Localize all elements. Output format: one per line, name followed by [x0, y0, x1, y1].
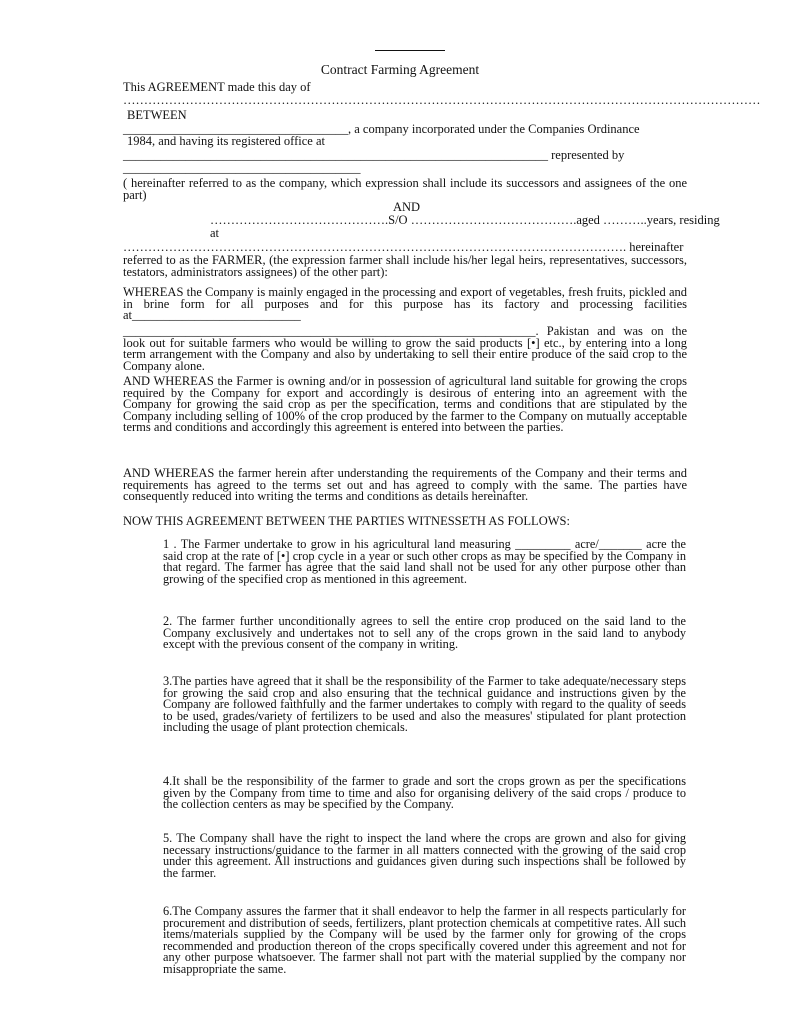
whereas-paragraph-2: AND WHEREAS the Farmer is owning and/or in possession of agricultural land suitable for growing the crops required by the Company for export and accordingly is desirous of entering into an agreement with the Company for growing the said crop as per the specification, terms and conditions that are stipulated by the Company including selling of 100% of the crop produced by the farmer to the Company on mutually acceptable terms and conditions and accordingly this agreement is entered into between the parties. [123, 374, 687, 435]
clause-4: 4.It shall be the responsibility of the farmer to grade and sort the crops grown as per the specifications given by the Company from time to time and also for organising delivery of the said crops / produce to the collection centers as may be specified by the Company. [163, 774, 686, 812]
whereas-paragraph-1: WHEREAS the Company is mainly engaged in the processing and export of vegetables, fresh fruits, pickled and in brine form for all purposes and for this purpose has its factory and processing facilities at___________________________ [123, 285, 687, 323]
company-definition: ( hereinafter referred to as the company, which expression shall include its successors and assignees of the one part) [123, 176, 687, 202]
clause-1: 1 . The Farmer undertake to grow in his agricultural land measuring _________ acre/_______ acre the said crop at the rate of [•] crop cycle in a year or such other crops as may be specified by the Company in that regard. The farmer has agree that the said land shall not be used for any other purpose other than growing of the specified crop as mentioned in this agreement. [163, 537, 686, 586]
top-rule [375, 50, 445, 51]
farmer-line-2: at [210, 226, 220, 240]
company-line-3: ____________________________________________________________________ represented by [123, 148, 625, 162]
company-line-1: ____________________________________, a company incorporated under the Companies Ordinance [123, 122, 640, 136]
clause-5: 5. The Company shall have the right to inspect the land where the crops are grown and also for giving necessary instructions/guidance to the farmer in all matters connected with the growing of the said crop under this agreement. All instructions and guidances given during such inspections shall be followed by the farmer. [163, 831, 686, 880]
company-line-2: 1984, and having its registered office at [127, 134, 325, 148]
now-this-heading: NOW THIS AGREEMENT BETWEEN THE PARTIES WITNESSETH AS FOLLOWS: [123, 514, 570, 528]
farmer-line-3: …………………………………………………………………………………………………………. hereinafter [123, 240, 684, 254]
farmer-definition: referred to as the FARMER, (the expression farmer shall include his/her legal heirs, representatives, successors, testators, administrators assignees) of the other part): [123, 253, 687, 279]
clause-3: 3.The parties have agreed that it shall be the responsibility of the Farmer to take adequate/necessary steps for growing the said crop and also ensuring that the technical guidance and instructions given by the Company are followed faithfully and the farmer undertakes to comply with regard to the quality of seeds to be used, grades/variety of fertilizers to be used and also the measures' stipulated for plant protection including the usage of plant protection chemicals. [163, 674, 686, 735]
clause-6: 6.The Company assures the farmer that it shall endeavor to help the farmer in all respects particularly for procurement and distribution of seeds, fertilizers, plant protection chemicals at competitive rates. All such items/materials supplied by the Company will be used by the farmer only for growing of the crops recommended and production thereon of the crops specifically covered under this agreement and not for any other purpose whatsoever. The farmer shall not part with the material supplied by the company nor misappropriate the same. [163, 904, 686, 976]
between-label: BETWEEN [127, 108, 187, 122]
dotted-line: ……………………………………………………………………………………………………………………………………… [123, 93, 761, 107]
company-line-4: ______________________________________ [123, 161, 361, 175]
farmer-line-1: …………………………………….S/O ………………………………….aged ………..years, residing [210, 213, 720, 227]
clause-2: 2. The farmer further unconditionally agrees to sell the entire crop produced on the said land to the Company exclusively and undertakes not to sell any of the crops grown in the said land to anybody except with the previous consent of the company in writing. [163, 614, 686, 652]
document-title: Contract Farming Agreement [320, 62, 480, 77]
and-label: AND [393, 200, 421, 214]
agreement-made-line: This AGREEMENT made this day of [123, 80, 311, 94]
whereas-paragraph-1b: __________________________________________________________________. Pakistan and was on the look out for suitable farmers who would be willing to grow the said products [•] etc., by entering into a long term arrangement with the Company and also by undertaking to sell their entire produce of the said crop to the Company alone. [123, 324, 687, 373]
whereas-paragraph-3: AND WHEREAS the farmer herein after understanding the requirements of the Company and their terms and requirements has agreed to the terms set out and has agreed to comply with the same. The parties have consequently reduced into writing the terms and conditions as details hereinafter. [123, 466, 687, 504]
